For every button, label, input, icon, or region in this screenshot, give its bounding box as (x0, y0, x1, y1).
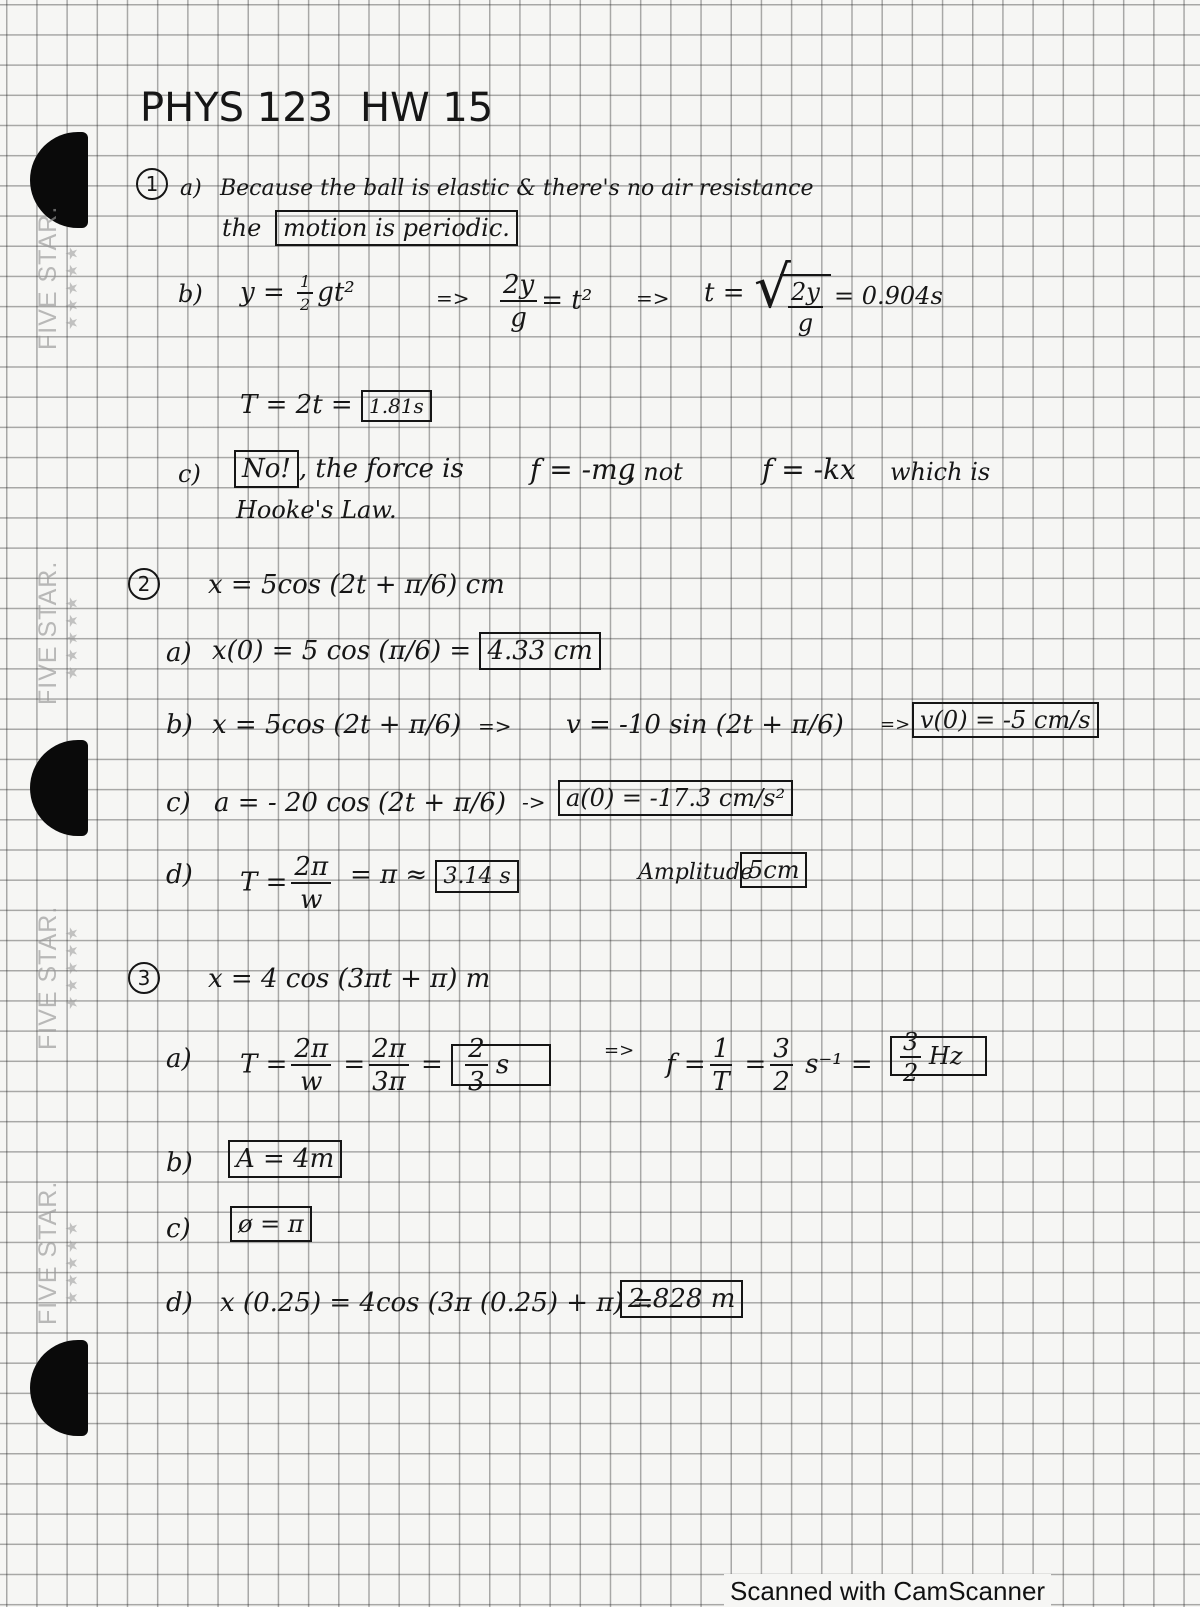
brand-watermark: FIVE STAR. (34, 905, 62, 1050)
binder-hole-middle (30, 740, 88, 836)
part-label: a) (166, 1044, 192, 1074)
answer-text: No! , the force is (234, 456, 464, 482)
arrow: -> (522, 790, 546, 814)
part-label: a) (180, 176, 202, 201)
equation: a = - 20 cos (2t + π/6) (214, 788, 507, 818)
equation: f = -kx (762, 453, 856, 486)
arrow: => (436, 286, 470, 310)
answer-text: Because the ball is elastic & there's no air resistance (220, 176, 814, 201)
brand-stars: ★★★★★ (62, 243, 81, 330)
equation: f = $\frac{1}{T}$ = $\frac{3}{2}$ s⁻¹ = (666, 1034, 873, 1097)
equation: $\frac{2y}{g}$ = t² (496, 272, 592, 331)
answer-box: 5cm (740, 858, 807, 882)
part-label: b) (178, 280, 203, 308)
part-label: a) (166, 638, 192, 668)
part-label: b) (166, 1148, 193, 1178)
answer-box: ø = π (230, 1212, 312, 1236)
answer-box: No! (234, 450, 299, 488)
equation: x(0) = 5 cos (π/6) = 4.33 cm (212, 638, 601, 664)
answer-text: the motion is periodic. (222, 216, 518, 240)
problem-number: 1 (136, 168, 168, 200)
sqrt-expression: √ $\frac{2y}{g}$ (760, 274, 831, 335)
part-label: d) (166, 1288, 193, 1318)
course-title: PHYS 123 (140, 85, 334, 131)
arrow: => (636, 286, 670, 310)
equation: T = 2t = 1.81s (240, 392, 432, 418)
binder-hole-bottom (30, 1340, 88, 1436)
equation: v = -10 sin (2t + π/6) (566, 710, 844, 740)
equation: x = 5cos (2t + π/6) (212, 710, 462, 740)
answer-box: 3.14 s (435, 860, 518, 893)
part-label: b) (166, 710, 193, 740)
problem-number: 2 (128, 568, 160, 600)
answer-box: 2.828 m (620, 1286, 743, 1312)
part-label: c) (178, 460, 201, 488)
answer-box: a(0) = -17.3 cm/s² (558, 786, 793, 810)
answer-box: v(0) = -5 cm/s (912, 708, 1099, 732)
arrow: => (478, 714, 512, 738)
brand-stars: ★★★★★ (62, 593, 81, 680)
answer-box: A = 4m (228, 1146, 342, 1172)
problem-number: 3 (128, 962, 160, 994)
assignment-title: HW 15 (360, 85, 494, 131)
answer-box: 1.81s (361, 390, 432, 422)
equation: x = 4 cos (3πt + π) m (208, 964, 491, 994)
result-value: = 0.904s (834, 282, 943, 310)
arrow: => (604, 1040, 635, 1061)
answer-box: $\frac{2}{3}$ s (451, 1044, 551, 1086)
answer-text: , not (628, 458, 683, 486)
answer-box: 4.33 cm (479, 632, 600, 670)
brand-watermark: FIVE STAR. (34, 560, 62, 705)
part-label: c) (166, 788, 191, 818)
equation: f = -mg (530, 453, 636, 486)
scanner-watermark: Scanned with CamScanner (724, 1574, 1051, 1607)
brand-watermark: FIVE STAR. (34, 205, 62, 350)
brand-watermark: FIVE STAR. (34, 1180, 62, 1325)
answer-text: Hooke's Law. (236, 496, 397, 524)
equation: x (0.25) = 4cos (3π (0.25) + π) = (220, 1288, 654, 1318)
brand-stars: ★★★★★ (62, 1218, 81, 1305)
arrow: => (880, 714, 911, 735)
equation: T = $\frac{2\pi}{w}$ = $\frac{2\pi}{3\pi}$ = $\frac{2}{3}$ s (240, 1036, 551, 1095)
equation: y = $\frac{1}{2}$ gt² (240, 272, 355, 314)
equation: x = 5cos (2t + π/6) cm (208, 570, 505, 600)
answer-text: which is (890, 458, 991, 486)
answer-box: motion is periodic. (275, 210, 518, 246)
equation: T = $\frac{2\pi}{w}$ (240, 854, 335, 913)
part-label: d) (166, 860, 193, 890)
equation: t = (704, 278, 745, 308)
part-label: c) (166, 1214, 191, 1244)
answer-box: $\frac{3}{2}$ Hz (890, 1030, 987, 1085)
equation: = π ≈ 3.14 s (350, 862, 519, 888)
brand-stars: ★★★★★ (62, 923, 81, 1010)
answer-text: Amplitude (638, 860, 754, 885)
